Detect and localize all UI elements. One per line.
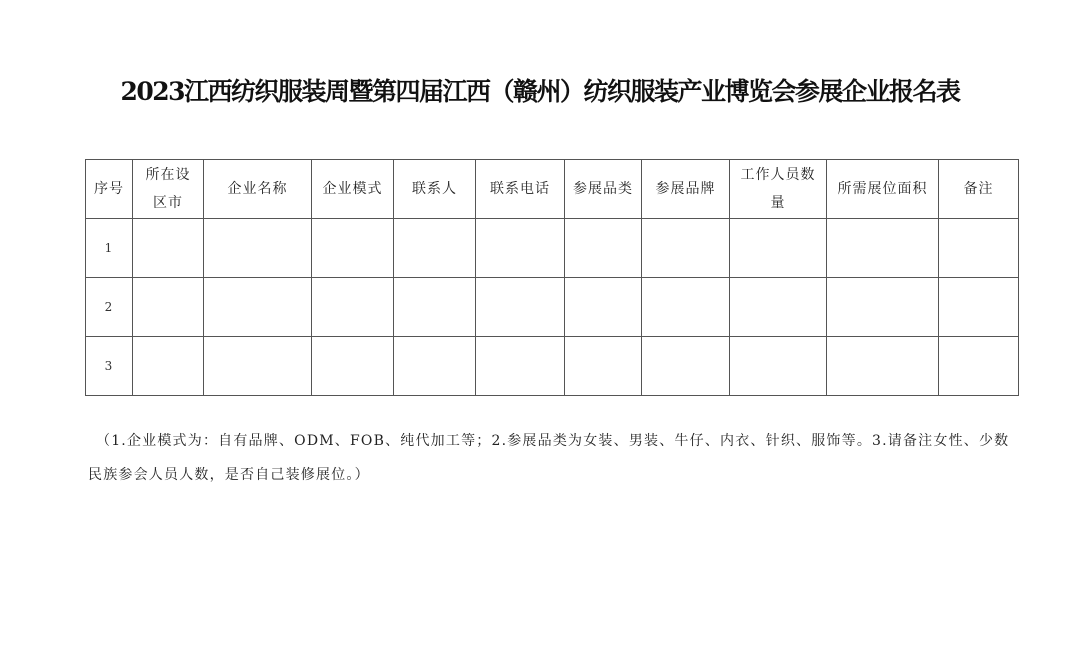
cell-business-model[interactable] xyxy=(312,337,394,396)
cell-booth-area[interactable] xyxy=(827,337,939,396)
cell-brand[interactable] xyxy=(642,278,730,337)
header-remarks: 备注 xyxy=(939,160,1019,219)
cell-staff-count[interactable] xyxy=(730,337,827,396)
header-booth-area: 所需展位面积 xyxy=(827,160,939,219)
header-row xyxy=(86,160,1019,219)
cell-phone[interactable] xyxy=(476,278,565,337)
header-serial-number: 序号 xyxy=(86,160,133,219)
cell-staff-count[interactable] xyxy=(730,219,827,278)
header-city xyxy=(133,160,204,219)
cell-booth-area[interactable] xyxy=(827,278,939,337)
cell-remarks[interactable] xyxy=(939,278,1019,337)
header-brand: 参展品牌 xyxy=(642,160,730,219)
cell-company-name[interactable] xyxy=(204,337,312,396)
cell-phone[interactable] xyxy=(476,337,565,396)
table-row xyxy=(86,278,1019,337)
row-number: 2 xyxy=(86,278,133,337)
cell-booth-area[interactable] xyxy=(827,219,939,278)
cell-city[interactable] xyxy=(133,278,204,337)
header-staff-count xyxy=(730,160,827,219)
cell-phone[interactable] xyxy=(476,219,565,278)
cell-category[interactable] xyxy=(565,278,642,337)
cell-contact-person[interactable] xyxy=(394,278,476,337)
row-number: 3 xyxy=(86,337,133,396)
cell-staff-count[interactable] xyxy=(730,278,827,337)
cell-city[interactable] xyxy=(133,219,204,278)
cell-brand[interactable] xyxy=(642,337,730,396)
cell-brand[interactable] xyxy=(642,219,730,278)
registration-table xyxy=(85,159,1019,396)
cell-business-model[interactable] xyxy=(312,278,394,337)
header-staff-count-label: 工作人员数量 xyxy=(740,167,816,211)
header-phone: 联系电话 xyxy=(476,160,565,219)
cell-contact-person[interactable] xyxy=(394,219,476,278)
cell-category[interactable] xyxy=(565,219,642,278)
header-city-label: 所在设区市 xyxy=(145,167,191,211)
cell-contact-person[interactable] xyxy=(394,337,476,396)
header-category: 参展品类 xyxy=(565,160,642,219)
table-row xyxy=(86,337,1019,396)
page-title: 2023江西纺织服装周暨第四届江西（赣州）纺织服装产业博览会参展企业报名表 xyxy=(120,77,960,106)
cell-company-name[interactable] xyxy=(204,278,312,337)
header-business-model: 企业模式 xyxy=(312,160,394,219)
cell-remarks[interactable] xyxy=(939,219,1019,278)
row-number: 1 xyxy=(86,219,133,278)
cell-remarks[interactable] xyxy=(939,337,1019,396)
cell-city[interactable] xyxy=(133,337,204,396)
cell-business-model[interactable] xyxy=(312,219,394,278)
footnote: （1.企业模式为：自有品牌、ODM、FOB、纯代加工等；2.参展品类为女装、男装、牛仔、内衣、针织、服饰等。3.请备注女性、少数民族参会人员人数，是否自己装修展位。） xyxy=(88,433,1010,483)
table-row xyxy=(86,219,1019,278)
header-contact-person: 联系人 xyxy=(394,160,476,219)
cell-category[interactable] xyxy=(565,337,642,396)
header-company-name: 企业名称 xyxy=(204,160,312,219)
cell-company-name[interactable] xyxy=(204,219,312,278)
